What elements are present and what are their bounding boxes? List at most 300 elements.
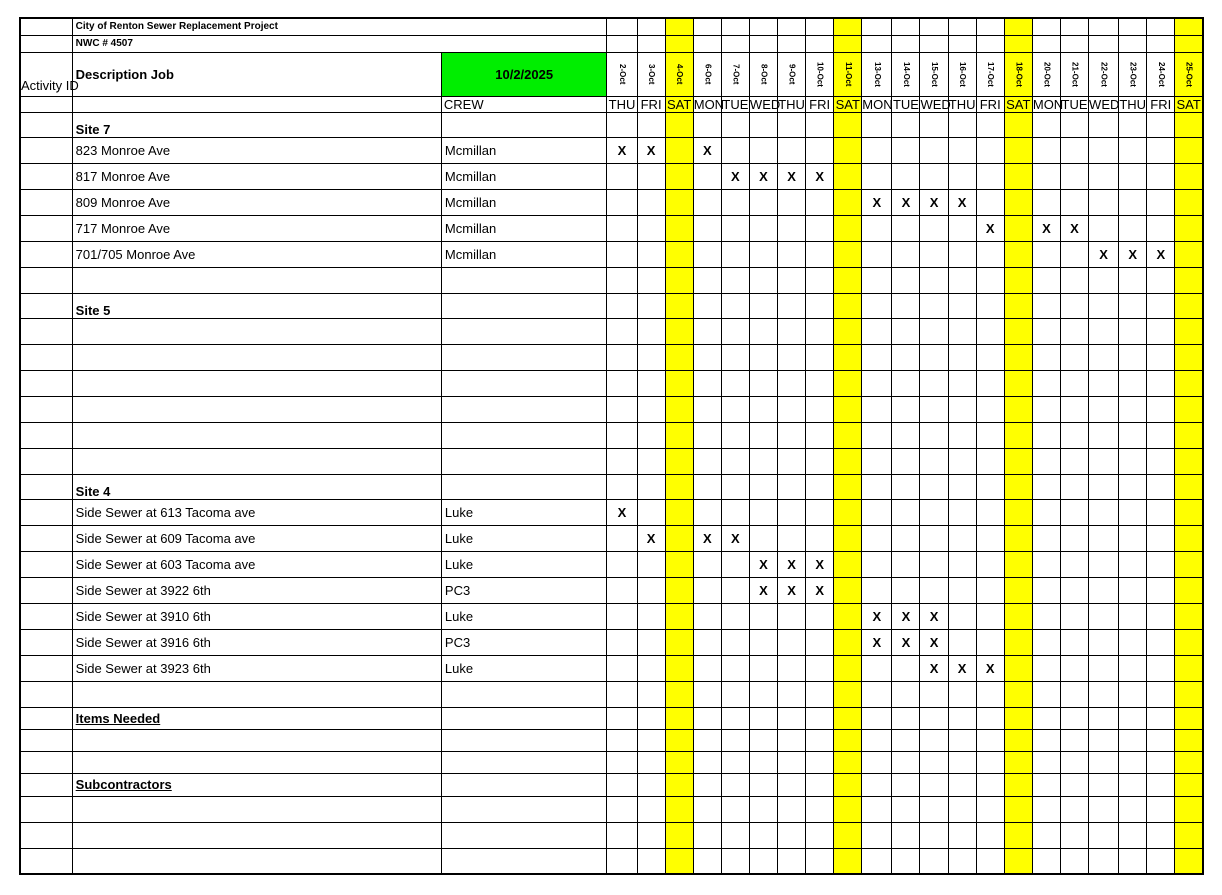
schedule-cell[interactable] bbox=[976, 577, 1004, 603]
schedule-cell[interactable] bbox=[693, 370, 721, 396]
schedule-cell[interactable] bbox=[1060, 241, 1088, 267]
schedule-cell[interactable] bbox=[920, 448, 948, 474]
schedule-cell[interactable] bbox=[665, 163, 693, 189]
schedule-cell[interactable] bbox=[778, 603, 806, 629]
schedule-cell[interactable] bbox=[1060, 293, 1088, 318]
schedule-cell[interactable] bbox=[892, 499, 920, 525]
activity-id-cell[interactable] bbox=[20, 112, 72, 137]
schedule-cell[interactable] bbox=[1032, 422, 1060, 448]
schedule-cell[interactable] bbox=[806, 474, 834, 499]
schedule-cell[interactable] bbox=[778, 189, 806, 215]
job-description[interactable] bbox=[72, 396, 441, 422]
site-label[interactable]: Site 5 bbox=[72, 293, 441, 318]
schedule-cell[interactable] bbox=[806, 215, 834, 241]
schedule-cell[interactable] bbox=[892, 848, 920, 874]
schedule-cell[interactable] bbox=[1004, 577, 1032, 603]
schedule-cell[interactable] bbox=[721, 448, 749, 474]
schedule-cell[interactable] bbox=[778, 681, 806, 707]
schedule-cell[interactable] bbox=[976, 551, 1004, 577]
schedule-cell[interactable] bbox=[1089, 318, 1119, 344]
schedule-cell[interactable] bbox=[693, 729, 721, 751]
job-description[interactable] bbox=[72, 422, 441, 448]
schedule-cell[interactable] bbox=[892, 112, 920, 137]
schedule-cell[interactable] bbox=[1119, 112, 1147, 137]
schedule-cell[interactable] bbox=[665, 796, 693, 822]
scheduled-mark[interactable]: X bbox=[806, 163, 834, 189]
schedule-cell[interactable] bbox=[749, 773, 777, 796]
schedule-cell[interactable] bbox=[806, 822, 834, 848]
crew-name[interactable]: Mcmillan bbox=[441, 163, 607, 189]
schedule-cell[interactable] bbox=[892, 448, 920, 474]
schedule-cell[interactable] bbox=[1119, 773, 1147, 796]
schedule-cell[interactable] bbox=[892, 344, 920, 370]
day-cell[interactable] bbox=[892, 18, 920, 35]
day-cell[interactable] bbox=[637, 18, 665, 35]
schedule-cell[interactable] bbox=[721, 318, 749, 344]
schedule-cell[interactable] bbox=[892, 729, 920, 751]
schedule-cell[interactable] bbox=[920, 773, 948, 796]
schedule-cell[interactable] bbox=[976, 163, 1004, 189]
activity-id-cell[interactable] bbox=[20, 448, 72, 474]
schedule-cell[interactable] bbox=[665, 848, 693, 874]
schedule-cell[interactable] bbox=[721, 499, 749, 525]
schedule-cell[interactable] bbox=[834, 112, 862, 137]
schedule-cell[interactable] bbox=[1032, 241, 1060, 267]
schedule-cell[interactable] bbox=[749, 796, 777, 822]
schedule-cell[interactable] bbox=[665, 499, 693, 525]
schedule-cell[interactable] bbox=[1032, 603, 1060, 629]
schedule-cell[interactable] bbox=[892, 796, 920, 822]
schedule-cell[interactable] bbox=[1119, 189, 1147, 215]
scheduled-mark[interactable]: X bbox=[920, 629, 948, 655]
schedule-cell[interactable] bbox=[778, 215, 806, 241]
schedule-cell[interactable] bbox=[1089, 822, 1119, 848]
day-cell[interactable] bbox=[607, 18, 637, 35]
schedule-cell[interactable] bbox=[637, 474, 665, 499]
activity-id-cell[interactable] bbox=[20, 35, 72, 52]
schedule-cell[interactable] bbox=[976, 796, 1004, 822]
day-cell[interactable] bbox=[721, 18, 749, 35]
schedule-cell[interactable] bbox=[1119, 848, 1147, 874]
schedule-cell[interactable] bbox=[1089, 370, 1119, 396]
schedule-cell[interactable] bbox=[806, 629, 834, 655]
day-cell[interactable] bbox=[976, 18, 1004, 35]
schedule-cell[interactable] bbox=[862, 729, 892, 751]
scheduled-mark[interactable]: X bbox=[749, 163, 777, 189]
schedule-cell[interactable] bbox=[834, 729, 862, 751]
schedule-cell[interactable] bbox=[1032, 525, 1060, 551]
schedule-cell[interactable] bbox=[1147, 796, 1175, 822]
day-of-week-label[interactable]: WED bbox=[749, 96, 781, 112]
schedule-cell[interactable] bbox=[976, 422, 1004, 448]
schedule-cell[interactable] bbox=[1004, 822, 1032, 848]
schedule-cell[interactable] bbox=[1175, 603, 1203, 629]
schedule-cell[interactable] bbox=[637, 681, 665, 707]
schedule-cell[interactable] bbox=[920, 525, 948, 551]
schedule-cell[interactable] bbox=[1032, 163, 1060, 189]
schedule-cell[interactable] bbox=[1060, 422, 1088, 448]
schedule-cell[interactable] bbox=[693, 448, 721, 474]
schedule-cell[interactable] bbox=[665, 448, 693, 474]
schedule-cell[interactable] bbox=[806, 448, 834, 474]
schedule-cell[interactable] bbox=[1175, 707, 1203, 729]
schedule-cell[interactable] bbox=[976, 474, 1004, 499]
schedule-cell[interactable] bbox=[749, 474, 777, 499]
schedule-cell[interactable] bbox=[1004, 796, 1032, 822]
schedule-cell[interactable] bbox=[1119, 293, 1147, 318]
activity-id-cell[interactable] bbox=[20, 525, 72, 551]
crew-name[interactable] bbox=[441, 681, 607, 707]
schedule-cell[interactable] bbox=[948, 370, 976, 396]
schedule-cell[interactable] bbox=[1175, 293, 1203, 318]
schedule-cell[interactable] bbox=[862, 525, 892, 551]
schedule-cell[interactable] bbox=[1175, 137, 1203, 163]
day-cell[interactable] bbox=[1060, 18, 1088, 35]
schedule-cell[interactable] bbox=[778, 267, 806, 293]
activity-id-cell[interactable] bbox=[20, 396, 72, 422]
schedule-cell[interactable] bbox=[693, 796, 721, 822]
schedule-cell[interactable] bbox=[1175, 163, 1203, 189]
schedule-cell[interactable] bbox=[1060, 629, 1088, 655]
schedule-cell[interactable] bbox=[1147, 474, 1175, 499]
schedule-cell[interactable] bbox=[948, 215, 976, 241]
schedule-cell[interactable] bbox=[693, 112, 721, 137]
schedule-cell[interactable] bbox=[834, 396, 862, 422]
schedule-cell[interactable] bbox=[1119, 707, 1147, 729]
job-description[interactable]: Side Sewer at 603 Tacoma ave bbox=[72, 551, 441, 577]
schedule-cell[interactable] bbox=[607, 474, 637, 499]
schedule-cell[interactable] bbox=[607, 751, 637, 773]
schedule-cell[interactable] bbox=[1004, 448, 1032, 474]
schedule-cell[interactable] bbox=[637, 707, 665, 729]
schedule-cell[interactable] bbox=[778, 241, 806, 267]
day-cell[interactable] bbox=[806, 35, 834, 52]
schedule-cell[interactable] bbox=[778, 499, 806, 525]
schedule-cell[interactable] bbox=[1004, 474, 1032, 499]
schedule-cell[interactable] bbox=[834, 525, 862, 551]
schedule-cell[interactable] bbox=[1032, 448, 1060, 474]
activity-id-cell[interactable] bbox=[20, 18, 72, 35]
schedule-cell[interactable] bbox=[862, 293, 892, 318]
schedule-cell[interactable] bbox=[665, 344, 693, 370]
day-of-week-label[interactable]: FRI bbox=[976, 96, 1004, 112]
schedule-cell[interactable] bbox=[1175, 822, 1203, 848]
schedule-cell[interactable] bbox=[637, 396, 665, 422]
schedule-cell[interactable] bbox=[607, 796, 637, 822]
schedule-cell[interactable] bbox=[1147, 655, 1175, 681]
schedule-cell[interactable] bbox=[1147, 267, 1175, 293]
schedule-cell[interactable] bbox=[778, 773, 806, 796]
schedule-cell[interactable] bbox=[637, 370, 665, 396]
day-of-week-label[interactable]: MON bbox=[862, 96, 893, 112]
day-cell[interactable] bbox=[806, 18, 834, 35]
schedule-cell[interactable] bbox=[1089, 707, 1119, 729]
schedule-cell[interactable] bbox=[637, 751, 665, 773]
schedule-cell[interactable] bbox=[948, 796, 976, 822]
schedule-cell[interactable] bbox=[693, 215, 721, 241]
schedule-cell[interactable] bbox=[721, 655, 749, 681]
schedule-cell[interactable] bbox=[1089, 629, 1119, 655]
schedule-cell[interactable] bbox=[1004, 137, 1032, 163]
schedule-cell[interactable] bbox=[948, 848, 976, 874]
schedule-cell[interactable] bbox=[1004, 344, 1032, 370]
schedule-cell[interactable] bbox=[607, 603, 637, 629]
schedule-cell[interactable] bbox=[1060, 474, 1088, 499]
schedule-cell[interactable] bbox=[892, 215, 920, 241]
schedule-cell[interactable] bbox=[721, 822, 749, 848]
schedule-cell[interactable] bbox=[1147, 189, 1175, 215]
schedule-cell[interactable] bbox=[1119, 681, 1147, 707]
crew-name[interactable] bbox=[441, 773, 607, 796]
schedule-cell[interactable] bbox=[834, 474, 862, 499]
schedule-cell[interactable] bbox=[749, 396, 777, 422]
schedule-cell[interactable] bbox=[721, 551, 749, 577]
schedule-cell[interactable] bbox=[976, 267, 1004, 293]
schedule-cell[interactable] bbox=[693, 629, 721, 655]
activity-id-cell[interactable] bbox=[20, 293, 72, 318]
schedule-cell[interactable] bbox=[892, 318, 920, 344]
activity-id-cell[interactable] bbox=[20, 822, 72, 848]
schedule-cell[interactable] bbox=[862, 241, 892, 267]
activity-id-cell[interactable] bbox=[20, 370, 72, 396]
schedule-cell[interactable] bbox=[693, 681, 721, 707]
date-header-21-oct[interactable] bbox=[1060, 52, 1088, 96]
schedule-cell[interactable] bbox=[1032, 729, 1060, 751]
schedule-cell[interactable] bbox=[1060, 751, 1088, 773]
schedule-cell[interactable] bbox=[778, 822, 806, 848]
schedule-cell[interactable] bbox=[1119, 525, 1147, 551]
schedule-cell[interactable] bbox=[1175, 344, 1203, 370]
schedule-cell[interactable] bbox=[607, 822, 637, 848]
schedule-cell[interactable] bbox=[1175, 189, 1203, 215]
schedule-cell[interactable] bbox=[637, 577, 665, 603]
schedule-cell[interactable] bbox=[1060, 796, 1088, 822]
scheduled-mark[interactable]: X bbox=[778, 163, 806, 189]
schedule-cell[interactable] bbox=[749, 112, 777, 137]
job-description[interactable] bbox=[72, 848, 441, 874]
schedule-cell[interactable] bbox=[806, 681, 834, 707]
schedule-cell[interactable] bbox=[721, 848, 749, 874]
scheduled-mark[interactable]: X bbox=[806, 577, 834, 603]
schedule-cell[interactable] bbox=[721, 729, 749, 751]
day-cell[interactable] bbox=[1004, 18, 1032, 35]
activity-id-cell[interactable] bbox=[20, 422, 72, 448]
day-cell[interactable] bbox=[665, 35, 693, 52]
schedule-cell[interactable] bbox=[976, 396, 1004, 422]
date-header-6-oct[interactable] bbox=[693, 52, 721, 96]
job-description[interactable] bbox=[72, 751, 441, 773]
schedule-cell[interactable] bbox=[1004, 422, 1032, 448]
schedule-cell[interactable] bbox=[1147, 318, 1175, 344]
schedule-cell[interactable] bbox=[948, 422, 976, 448]
schedule-cell[interactable] bbox=[1004, 370, 1032, 396]
schedule-cell[interactable] bbox=[806, 773, 834, 796]
schedule-cell[interactable] bbox=[749, 189, 777, 215]
schedule-cell[interactable] bbox=[834, 499, 862, 525]
schedule-cell[interactable] bbox=[749, 215, 777, 241]
schedule-cell[interactable] bbox=[665, 267, 693, 293]
schedule-cell[interactable] bbox=[1060, 822, 1088, 848]
schedule-cell[interactable] bbox=[1147, 729, 1175, 751]
schedule-cell[interactable] bbox=[1060, 448, 1088, 474]
schedule-cell[interactable] bbox=[749, 525, 777, 551]
day-cell[interactable] bbox=[1147, 18, 1175, 35]
date-header-24-oct[interactable] bbox=[1147, 52, 1175, 96]
schedule-cell[interactable] bbox=[778, 137, 806, 163]
schedule-cell[interactable] bbox=[1175, 796, 1203, 822]
schedule-cell[interactable] bbox=[721, 681, 749, 707]
crew-name[interactable] bbox=[441, 448, 607, 474]
schedule-cell[interactable] bbox=[1147, 603, 1175, 629]
schedule-cell[interactable] bbox=[1004, 551, 1032, 577]
schedule-cell[interactable] bbox=[665, 551, 693, 577]
schedule-cell[interactable] bbox=[637, 773, 665, 796]
schedule-cell[interactable] bbox=[665, 629, 693, 655]
schedule-cell[interactable] bbox=[693, 318, 721, 344]
schedule-cell[interactable] bbox=[862, 137, 892, 163]
scheduled-mark[interactable]: X bbox=[948, 189, 976, 215]
schedule-cell[interactable] bbox=[721, 370, 749, 396]
schedule-cell[interactable] bbox=[637, 189, 665, 215]
schedule-cell[interactable] bbox=[806, 751, 834, 773]
schedule-cell[interactable] bbox=[1089, 422, 1119, 448]
schedule-cell[interactable] bbox=[693, 499, 721, 525]
schedule-cell[interactable] bbox=[948, 551, 976, 577]
crew-name[interactable] bbox=[441, 112, 607, 137]
schedule-cell[interactable] bbox=[806, 603, 834, 629]
schedule-cell[interactable] bbox=[1032, 137, 1060, 163]
schedule-cell[interactable] bbox=[976, 629, 1004, 655]
schedule-cell[interactable] bbox=[665, 525, 693, 551]
schedule-cell[interactable] bbox=[1060, 773, 1088, 796]
schedule-cell[interactable] bbox=[834, 773, 862, 796]
schedule-cell[interactable] bbox=[976, 773, 1004, 796]
site-label[interactable]: Site 4 bbox=[72, 474, 441, 499]
schedule-cell[interactable] bbox=[1175, 448, 1203, 474]
day-cell[interactable] bbox=[948, 35, 976, 52]
day-of-week-label[interactable]: SAT bbox=[835, 96, 860, 112]
scheduled-mark[interactable]: X bbox=[693, 525, 721, 551]
schedule-cell[interactable] bbox=[948, 603, 976, 629]
schedule-cell[interactable] bbox=[1175, 681, 1203, 707]
schedule-cell[interactable] bbox=[834, 344, 862, 370]
scheduled-mark[interactable]: X bbox=[778, 577, 806, 603]
schedule-cell[interactable] bbox=[637, 318, 665, 344]
schedule-cell[interactable] bbox=[1089, 293, 1119, 318]
schedule-cell[interactable] bbox=[693, 577, 721, 603]
schedule-cell[interactable] bbox=[637, 796, 665, 822]
schedule-cell[interactable] bbox=[1089, 551, 1119, 577]
schedule-cell[interactable] bbox=[806, 707, 834, 729]
schedule-cell[interactable] bbox=[1004, 655, 1032, 681]
schedule-cell[interactable] bbox=[1147, 344, 1175, 370]
schedule-cell[interactable] bbox=[1089, 137, 1119, 163]
schedule-cell[interactable] bbox=[778, 474, 806, 499]
date-header-9-oct[interactable] bbox=[778, 52, 806, 96]
schedule-cell[interactable] bbox=[1089, 525, 1119, 551]
activity-id-cell[interactable] bbox=[20, 215, 72, 241]
day-cell[interactable] bbox=[665, 18, 693, 35]
day-cell[interactable] bbox=[693, 18, 721, 35]
schedule-cell[interactable] bbox=[948, 112, 976, 137]
schedule-cell[interactable] bbox=[1119, 474, 1147, 499]
schedule-cell[interactable] bbox=[1004, 681, 1032, 707]
schedule-cell[interactable] bbox=[1175, 773, 1203, 796]
schedule-cell[interactable] bbox=[1119, 499, 1147, 525]
schedule-cell[interactable] bbox=[637, 822, 665, 848]
crew-name[interactable]: Mcmillan bbox=[441, 215, 607, 241]
schedule-cell[interactable] bbox=[1060, 577, 1088, 603]
date-header-17-oct[interactable] bbox=[976, 52, 1004, 96]
schedule-cell[interactable] bbox=[920, 577, 948, 603]
day-cell[interactable] bbox=[834, 35, 862, 52]
crew-name[interactable] bbox=[441, 422, 607, 448]
schedule-cell[interactable] bbox=[948, 729, 976, 751]
schedule-cell[interactable] bbox=[1119, 318, 1147, 344]
schedule-cell[interactable] bbox=[1032, 577, 1060, 603]
schedule-cell[interactable] bbox=[1032, 293, 1060, 318]
activity-id-cell[interactable] bbox=[20, 655, 72, 681]
job-description[interactable]: 817 Monroe Ave bbox=[72, 163, 441, 189]
schedule-cell[interactable] bbox=[920, 707, 948, 729]
schedule-cell[interactable] bbox=[948, 474, 976, 499]
schedule-cell[interactable] bbox=[1119, 629, 1147, 655]
schedule-cell[interactable] bbox=[862, 655, 892, 681]
crew-name[interactable] bbox=[441, 293, 607, 318]
schedule-cell[interactable] bbox=[1175, 370, 1203, 396]
date-header-8-oct[interactable] bbox=[749, 52, 777, 96]
schedule-cell[interactable] bbox=[920, 267, 948, 293]
activity-id-cell[interactable] bbox=[20, 773, 72, 796]
schedule-cell[interactable] bbox=[1119, 551, 1147, 577]
schedule-cell[interactable] bbox=[778, 707, 806, 729]
schedule-cell[interactable] bbox=[892, 163, 920, 189]
crew-name[interactable] bbox=[441, 267, 607, 293]
schedule-cell[interactable] bbox=[665, 370, 693, 396]
schedule-cell[interactable] bbox=[778, 525, 806, 551]
schedule-cell[interactable] bbox=[834, 577, 862, 603]
date-header-16-oct[interactable] bbox=[948, 52, 976, 96]
schedule-cell[interactable] bbox=[721, 267, 749, 293]
schedule-cell[interactable] bbox=[1175, 318, 1203, 344]
schedule-cell[interactable] bbox=[1147, 577, 1175, 603]
schedule-cell[interactable] bbox=[1089, 112, 1119, 137]
schedule-cell[interactable] bbox=[834, 241, 862, 267]
crew-name[interactable] bbox=[441, 796, 607, 822]
schedule-cell[interactable] bbox=[892, 241, 920, 267]
schedule-cell[interactable] bbox=[1060, 318, 1088, 344]
schedule-cell[interactable] bbox=[778, 448, 806, 474]
schedule-cell[interactable] bbox=[607, 241, 637, 267]
schedule-cell[interactable] bbox=[1089, 796, 1119, 822]
schedule-cell[interactable] bbox=[693, 603, 721, 629]
schedule-cell[interactable] bbox=[862, 577, 892, 603]
day-of-week-label[interactable]: THU bbox=[948, 96, 976, 112]
schedule-cell[interactable] bbox=[749, 318, 777, 344]
schedule-cell[interactable] bbox=[834, 822, 862, 848]
schedule-cell[interactable] bbox=[721, 773, 749, 796]
scheduled-mark[interactable]: X bbox=[637, 525, 665, 551]
schedule-cell[interactable] bbox=[1089, 603, 1119, 629]
schedule-cell[interactable] bbox=[806, 525, 834, 551]
schedule-cell[interactable] bbox=[892, 681, 920, 707]
schedule-cell[interactable] bbox=[1119, 163, 1147, 189]
schedule-cell[interactable] bbox=[778, 396, 806, 422]
day-of-week-label[interactable]: WED bbox=[920, 96, 951, 112]
day-of-week-label[interactable]: SAT bbox=[1006, 96, 1031, 112]
scheduled-mark[interactable]: X bbox=[721, 525, 749, 551]
day-of-week-label[interactable]: FRI bbox=[1147, 96, 1175, 112]
